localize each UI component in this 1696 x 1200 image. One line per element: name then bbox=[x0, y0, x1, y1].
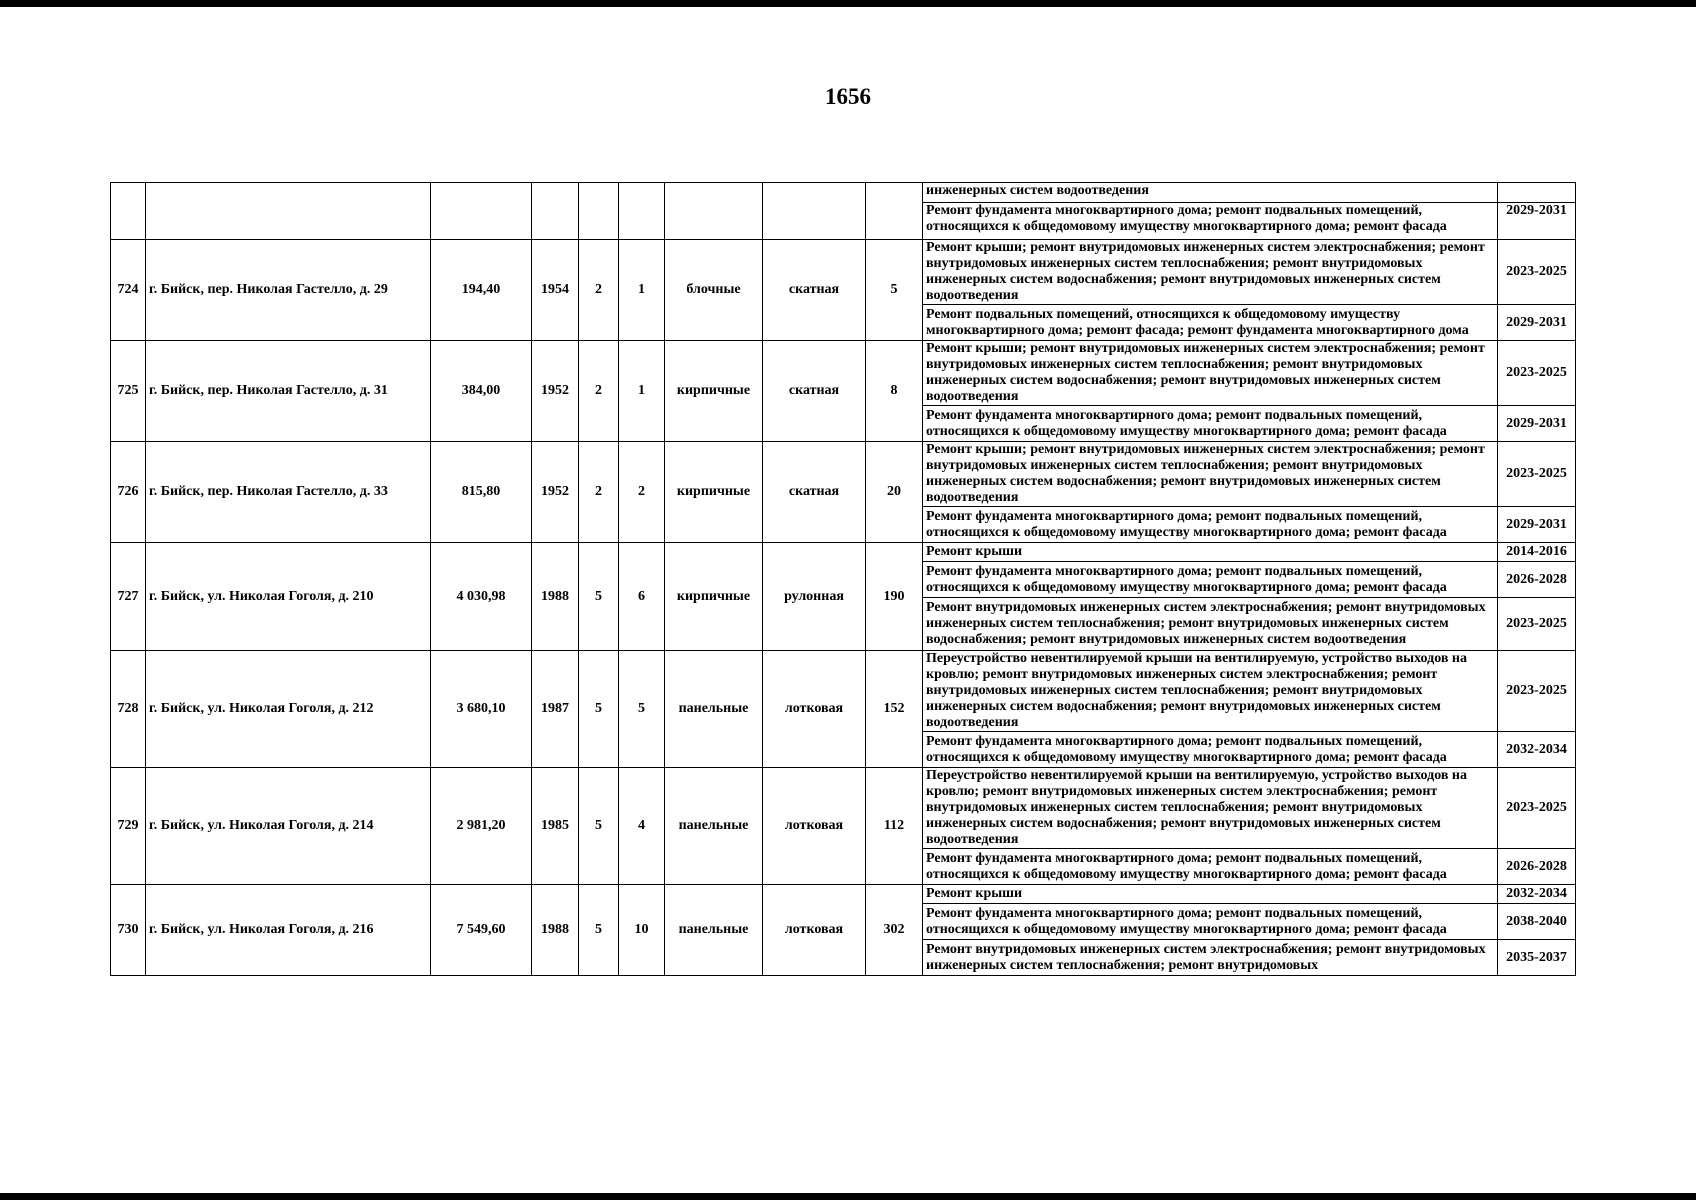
work-description: Ремонт фундамента многоквартирного дома; ремонт подвальных помещений, относящихся к общедомовому имуществу многоквартирного дома; ремонт фасада bbox=[923, 203, 1498, 240]
residents-count: 5 bbox=[866, 240, 923, 341]
work-period: 2023-2025 bbox=[1498, 341, 1576, 406]
floors-count: 2 bbox=[579, 240, 619, 341]
work-period: 2023-2025 bbox=[1498, 442, 1576, 507]
entrances-count: 2 bbox=[619, 442, 665, 543]
work-description: Ремонт фундамента многоквартирного дома; ремонт подвальных помещений, относящихся к общедомовому имуществу многоквартирного дома; ремонт фасада bbox=[923, 904, 1498, 940]
row-number: 724 bbox=[111, 240, 146, 341]
work-description: Ремонт фундамента многоквартирного дома; ремонт подвальных помещений, относящихся к общедомовому имуществу многоквартирного дома; ремонт фасада bbox=[923, 732, 1498, 768]
work-period: 2023-2025 bbox=[1498, 240, 1576, 305]
work-period: 2029-2031 bbox=[1498, 507, 1576, 543]
floors-count: 5 bbox=[579, 768, 619, 885]
work-period: 2026-2028 bbox=[1498, 562, 1576, 598]
work-period: 2029-2031 bbox=[1498, 406, 1576, 442]
total-area: 2 981,20 bbox=[431, 768, 532, 885]
empty-cell bbox=[619, 183, 665, 240]
work-description: Ремонт внутридомовых инженерных систем электроснабжения; ремонт внутридомовых инженерных систем теплоснабжения; ремонт внутридомовых инженерных систем водоснабжения; ремонт внутридомовых инженерных систем водоотведения bbox=[923, 598, 1498, 651]
work-period: 2035-2037 bbox=[1498, 940, 1576, 976]
repair-program-table bbox=[110, 182, 1576, 976]
address: г. Бийск, ул. Николая Гоголя, д. 214 bbox=[146, 768, 431, 885]
row-number: 730 bbox=[111, 885, 146, 976]
work-description: Ремонт фундамента многоквартирного дома; ремонт подвальных помещений, относящихся к общедомовому имуществу многоквартирного дома; ремонт фасада bbox=[923, 849, 1498, 885]
wall-material: кирпичные bbox=[665, 543, 763, 651]
roof-type: лотковая bbox=[763, 768, 866, 885]
work-description: Ремонт подвальных помещений, относящихся к общедомовому имуществу многоквартирного дома; ремонт фасада; ремонт фундамента многоквартирного дома bbox=[923, 305, 1498, 341]
work-period: 2023-2025 bbox=[1498, 651, 1576, 732]
table-row bbox=[111, 442, 1576, 507]
floors-count: 5 bbox=[579, 885, 619, 976]
table-row bbox=[111, 341, 1576, 406]
work-description: Ремонт крыши; ремонт внутридомовых инженерных систем электроснабжения; ремонт внутридомовых инженерных систем теплоснабжения; ремонт внутридомовых инженерных систем водоснабжения; ремонт внутридомовых инженерных систем водоотведения bbox=[923, 240, 1498, 305]
total-area: 194,40 bbox=[431, 240, 532, 341]
total-area: 7 549,60 bbox=[431, 885, 532, 976]
wall-material: панельные bbox=[665, 768, 763, 885]
build-year: 1985 bbox=[532, 768, 579, 885]
table-body bbox=[111, 183, 1576, 976]
address: г. Бийск, ул. Николая Гоголя, д. 216 bbox=[146, 885, 431, 976]
table-row bbox=[111, 240, 1576, 305]
work-description: Ремонт крыши; ремонт внутридомовых инженерных систем электроснабжения; ремонт внутридомовых инженерных систем теплоснабжения; ремонт внутридомовых инженерных систем водоснабжения; ремонт внутридомовых инженерных систем водоотведения bbox=[923, 341, 1498, 406]
work-description: Ремонт крыши bbox=[923, 885, 1498, 904]
build-year: 1988 bbox=[532, 885, 579, 976]
build-year: 1952 bbox=[532, 341, 579, 442]
work-description: Переустройство невентилируемой крыши на вентилируемую, устройство выходов на кровлю; ремонт внутридомовых инженерных систем электроснабжения; ремонт внутридомовых инженерных систем теплоснабжения; ремонт внутридомовых инженерных систем водоснабжения; ремонт внутридомовых инженерных систем водоотведения bbox=[923, 651, 1498, 732]
scan-top-edge bbox=[0, 0, 1696, 7]
wall-material: панельные bbox=[665, 885, 763, 976]
empty-cell bbox=[111, 183, 146, 240]
entrances-count: 4 bbox=[619, 768, 665, 885]
build-year: 1952 bbox=[532, 442, 579, 543]
empty-cell bbox=[665, 183, 763, 240]
work-period: 2026-2028 bbox=[1498, 849, 1576, 885]
residents-count: 152 bbox=[866, 651, 923, 768]
table-row bbox=[111, 768, 1576, 849]
entrances-count: 1 bbox=[619, 341, 665, 442]
work-description: Ремонт внутридомовых инженерных систем электроснабжения; ремонт внутридомовых инженерных систем теплоснабжения; ремонт внутридомовых bbox=[923, 940, 1498, 976]
work-period: 2032-2034 bbox=[1498, 732, 1576, 768]
residents-count: 20 bbox=[866, 442, 923, 543]
work-description: Ремонт крыши bbox=[923, 543, 1498, 562]
roof-type: скатная bbox=[763, 442, 866, 543]
work-description: Ремонт крыши; ремонт внутридомовых инженерных систем электроснабжения; ремонт внутридомовых инженерных систем теплоснабжения; ремонт внутридомовых инженерных систем водоснабжения; ремонт внутридомовых инженерных систем водоотведения bbox=[923, 442, 1498, 507]
work-period: 2023-2025 bbox=[1498, 768, 1576, 849]
roof-type: скатная bbox=[763, 341, 866, 442]
scan-bottom-edge bbox=[0, 1193, 1696, 1200]
row-number: 728 bbox=[111, 651, 146, 768]
table-row bbox=[111, 885, 1576, 904]
residents-count: 8 bbox=[866, 341, 923, 442]
work-period bbox=[1498, 183, 1576, 203]
address: г. Бийск, ул. Николая Гоголя, д. 210 bbox=[146, 543, 431, 651]
work-description: Ремонт фундамента многоквартирного дома; ремонт подвальных помещений, относящихся к общедомовому имуществу многоквартирного дома; ремонт фасада bbox=[923, 406, 1498, 442]
entrances-count: 10 bbox=[619, 885, 665, 976]
roof-type: рулонная bbox=[763, 543, 866, 651]
work-description: Ремонт фундамента многоквартирного дома; ремонт подвальных помещений, относящихся к общедомовому имуществу многоквартирного дома; ремонт фасада bbox=[923, 507, 1498, 543]
empty-cell bbox=[763, 183, 866, 240]
empty-cell bbox=[579, 183, 619, 240]
total-area: 4 030,98 bbox=[431, 543, 532, 651]
address: г. Бийск, пер. Николая Гастелло, д. 31 bbox=[146, 341, 431, 442]
entrances-count: 1 bbox=[619, 240, 665, 341]
total-area: 3 680,10 bbox=[431, 651, 532, 768]
build-year: 1954 bbox=[532, 240, 579, 341]
work-period: 2029-2031 bbox=[1498, 305, 1576, 341]
residents-count: 302 bbox=[866, 885, 923, 976]
page-number: 1656 bbox=[825, 84, 871, 109]
roof-type: лотковая bbox=[763, 651, 866, 768]
floors-count: 2 bbox=[579, 341, 619, 442]
floors-count: 5 bbox=[579, 651, 619, 768]
build-year: 1988 bbox=[532, 543, 579, 651]
work-description: Переустройство невентилируемой крыши на вентилируемую, устройство выходов на кровлю; ремонт внутридомовых инженерных систем электроснабжения; ремонт внутридомовых инженерных систем теплоснабжения; ремонт внутридомовых инженерных систем водоснабжения; ремонт внутридомовых инженерных систем водоотведения bbox=[923, 768, 1498, 849]
empty-cell bbox=[866, 183, 923, 240]
work-period: 2029-2031 bbox=[1498, 203, 1576, 240]
wall-material: кирпичные bbox=[665, 442, 763, 543]
floors-count: 5 bbox=[579, 543, 619, 651]
floors-count: 2 bbox=[579, 442, 619, 543]
row-number: 726 bbox=[111, 442, 146, 543]
row-number: 725 bbox=[111, 341, 146, 442]
work-period: 2032-2034 bbox=[1498, 885, 1576, 904]
empty-cell bbox=[431, 183, 532, 240]
work-description: Ремонт фундамента многоквартирного дома; ремонт подвальных помещений, относящихся к общедомовому имуществу многоквартирного дома; ремонт фасада bbox=[923, 562, 1498, 598]
wall-material: кирпичные bbox=[665, 341, 763, 442]
wall-material: блочные bbox=[665, 240, 763, 341]
total-area: 815,80 bbox=[431, 442, 532, 543]
work-period: 2023-2025 bbox=[1498, 598, 1576, 651]
roof-type: скатная bbox=[763, 240, 866, 341]
roof-type: лотковая bbox=[763, 885, 866, 976]
table-row bbox=[111, 651, 1576, 732]
wall-material: панельные bbox=[665, 651, 763, 768]
address: г. Бийск, пер. Николая Гастелло, д. 29 bbox=[146, 240, 431, 341]
residents-count: 190 bbox=[866, 543, 923, 651]
empty-cell bbox=[146, 183, 431, 240]
row-number: 729 bbox=[111, 768, 146, 885]
continuation-row bbox=[111, 183, 1576, 203]
row-number: 727 bbox=[111, 543, 146, 651]
entrances-count: 6 bbox=[619, 543, 665, 651]
entrances-count: 5 bbox=[619, 651, 665, 768]
work-period: 2014-2016 bbox=[1498, 543, 1576, 562]
build-year: 1987 bbox=[532, 651, 579, 768]
table-row bbox=[111, 543, 1576, 562]
address: г. Бийск, пер. Николая Гастелло, д. 33 bbox=[146, 442, 431, 543]
work-period: 2038-2040 bbox=[1498, 904, 1576, 940]
total-area: 384,00 bbox=[431, 341, 532, 442]
residents-count: 112 bbox=[866, 768, 923, 885]
empty-cell bbox=[532, 183, 579, 240]
address: г. Бийск, ул. Николая Гоголя, д. 212 bbox=[146, 651, 431, 768]
work-description: инженерных систем водоотведения bbox=[923, 183, 1498, 203]
